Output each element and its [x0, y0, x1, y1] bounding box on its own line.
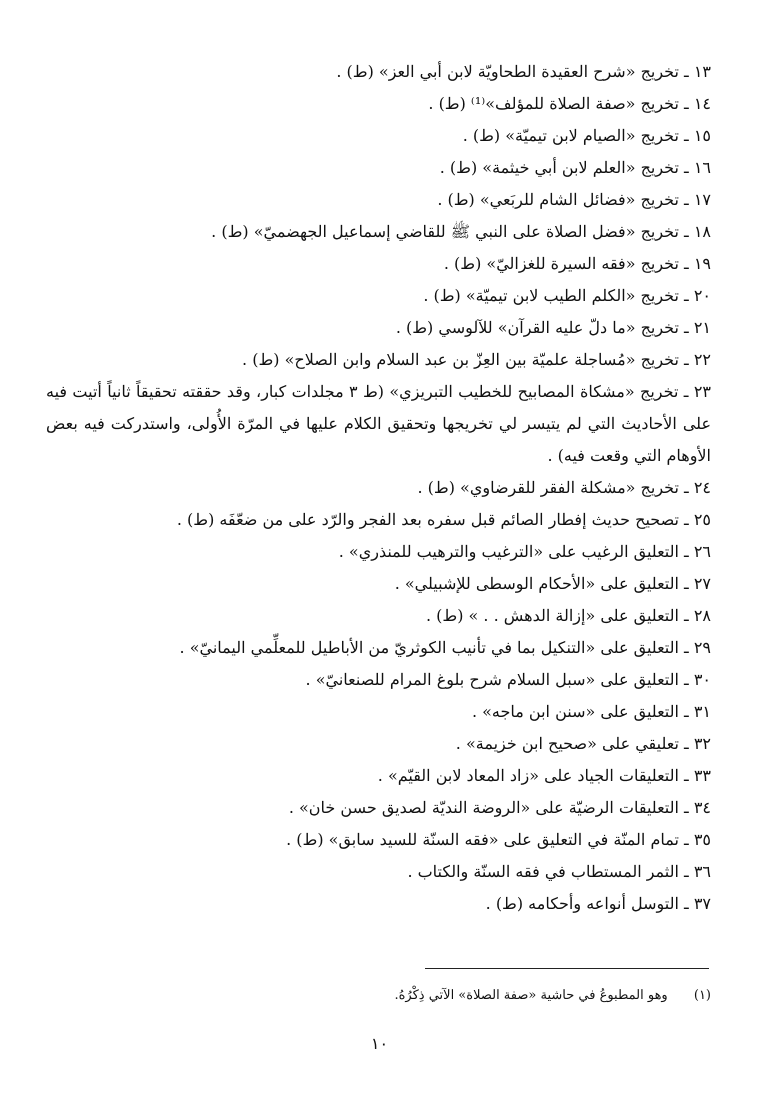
list-item-long: ٢٣ ـ تخريج «مشكاة المصابيح للخطيب التبريزي» (ط ٣ مجلدات كبار، وقد حققته تحقيقاً ثانياً أتيت فيه على الأحاديث التي لم يتيسر لي تخريجها وتحقيق الكلام عليها في المرّة الأُولى، واستدركت فيه بعض الأوهام التي وقعت فيه) . [46, 382, 711, 465]
list-item: ٢٤ ـ تخريج «مشكلة الفقر للقرضاوي» (ط) . [417, 478, 711, 497]
list-item: ١٧ ـ تخريج «فضائل الشام للربَعي» (ط) . [437, 190, 711, 209]
list-item: ١٨ ـ تخريج «فضل الصلاة على النبي ﷺ للقاضي إسماعيل الجهضميّ» (ط) . [211, 222, 711, 241]
list-item: ٣٤ ـ التعليقات الرضيّة على «الروضة النديّة لصديق حسن خان» . [288, 798, 711, 817]
works-list [46, 56, 711, 920]
page-number: ١٠ [370, 1034, 389, 1053]
list-item: ٢٠ ـ تخريج «الكلم الطيب لابن تيميّة» (ط) . [423, 286, 711, 305]
footnote [151, 985, 711, 1007]
list-item: ١٣ ـ تخريج «شرح العقيدة الطحاويّة لابن أبي العز» (ط) . [336, 62, 711, 81]
list-item: ٢٦ ـ التعليق الرغيب على «الترغيب والترهيب للمنذري» . [338, 542, 711, 561]
footnote-divider [425, 968, 709, 969]
list-item: ٣٥ ـ تمام المنّة في التعليق على «فقه السنّة للسيد سابق» (ط) . [286, 830, 711, 849]
list-item: ٣٣ ـ التعليقات الجياد على «زاد المعاد لابن القيّم» . [377, 766, 711, 785]
list-item: ١٦ ـ تخريج «العلم لابن أبي خيثمة» (ط) . [439, 158, 711, 177]
list-item: ٣٠ ـ التعليق على «سبل السلام شرح بلوغ المرام للصنعانيّ» . [305, 670, 711, 689]
list-item: ٣٦ ـ الثمر المستطاب في فقه السنّة والكتاب . [407, 862, 711, 881]
footnote-marker: (١) [693, 988, 711, 1003]
list-item: ١٩ ـ تخريج «فقه السيرة للغزاليّ» (ط) . [443, 254, 711, 273]
list-item: ٢٥ ـ تصحيح حديث إفطار الصائم قبل سفره بعد الفجر والرّد على من ضعّفَه (ط) . [176, 510, 711, 529]
list-item: ٢٩ ـ التعليق على «التنكيل بما في تأنيب الكوثريّ من الأباطيل للمعلِّمي اليمانيّ» . [179, 638, 711, 657]
list-item: ٣١ ـ التعليق على «سنن ابن ماجه» . [471, 702, 711, 721]
list-item: ٢٨ ـ التعليق على «إزالة الدهش . . » (ط) . [426, 606, 711, 625]
list-item: ٣٢ ـ تعليقي على «صحيح ابن خزيمة» . [455, 734, 711, 753]
footnote-text: وهو المطبوعُ في حاشية «صفة الصلاة» الآتي ذِكْرُهُ. [394, 988, 668, 1003]
list-item: ٢١ ـ تخريج «ما دلّ عليه القرآن» للآلوسي (ط) . [395, 318, 711, 337]
list-item: ٢٢ ـ تخريج «مُساجلة علميّة بين العِزّ بن عبد السلام وابن الصلاح» (ط) . [242, 350, 711, 369]
list-item: ٢٧ ـ التعليق على «الأحكام الوسطى للإشبيلي» . [394, 574, 711, 593]
list-item: ١٤ ـ تخريج «صفة الصلاة للمؤلف»⁽¹⁾ (ط) . [428, 94, 711, 113]
list-item: ٣٧ ـ التوسل أنواعه وأحكامه (ط) . [485, 894, 711, 913]
list-item: ١٥ ـ تخريج «الصيام لابن تيميّة» (ط) . [462, 126, 711, 145]
